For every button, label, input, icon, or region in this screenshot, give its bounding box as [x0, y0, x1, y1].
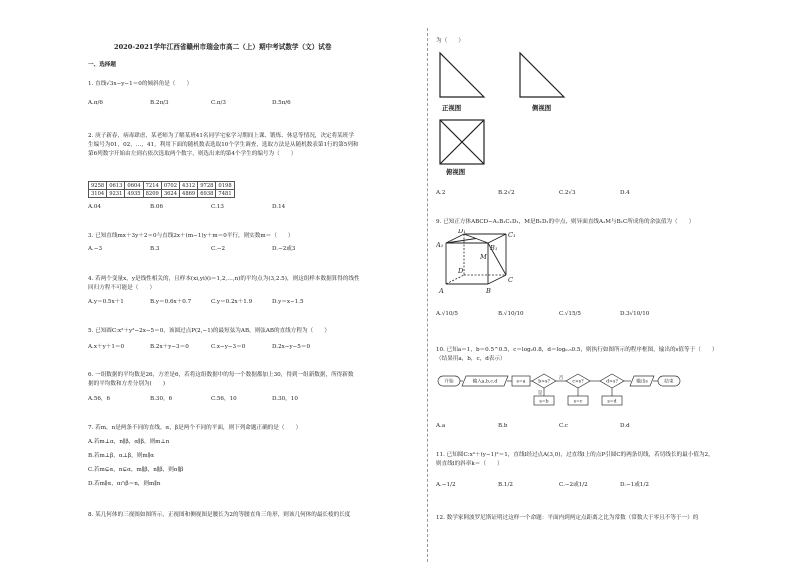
q6-option-c: C.56，10	[211, 396, 237, 402]
q3-option-b: B.3	[150, 246, 160, 252]
q11-option-b: B.1/2	[498, 482, 513, 488]
exam-title: 2020-2021学年江西省赣州市瑞金市高二（上）期中考试数学（文）试卷	[114, 43, 332, 51]
flow-end: 结束	[664, 379, 674, 385]
q11-option-d: D.−1或1/2	[620, 482, 649, 488]
q9-option-a: A.√10/5	[436, 311, 458, 317]
q4-option-b: B.y＝0.6x＋0.7	[150, 299, 192, 305]
q3-option-c: C.−2	[211, 246, 226, 252]
flow-decision-c: c>s?	[572, 379, 584, 385]
question-1: 1. 直线√3x−y−1＝0的倾斜角是（ ）	[88, 81, 193, 87]
top-view-label: 俯视图	[446, 168, 466, 175]
table-row	[89, 190, 235, 198]
table-cell: 0613	[107, 182, 125, 190]
flow-yes-1: 是	[537, 391, 543, 396]
side-view-label: 侧视图	[532, 104, 552, 112]
q9-option-c: C.√15/5	[559, 311, 581, 317]
side-view-triangle	[520, 53, 564, 97]
q5-option-c: C.x−y−3＝0	[211, 344, 246, 350]
question-6-line-1: 6. 一组数据的平均数是26，方差是6，若将这组数据中的每一个数据都加上30，得到一组新数据，所得新数	[88, 372, 354, 378]
question-12: 12. 数学家阿波罗尼斯证明过这样一个命题：平面内到两定点距离之比为常数（常数大于零且不等于一）的	[436, 515, 699, 521]
table-cell: 4869	[180, 190, 198, 198]
flow-no-1: 否	[558, 376, 564, 381]
flowchart	[436, 370, 696, 408]
q10-option-c: C.c	[559, 423, 568, 429]
right-column	[436, 0, 768, 562]
q10-option-b: B.b	[498, 423, 508, 429]
q9-option-d: D.3√10/10	[620, 311, 650, 317]
table-cell: 7214	[143, 182, 161, 190]
q6-option-b: B.30，6	[150, 396, 173, 402]
q3-option-a: A.−3	[88, 246, 103, 252]
random-number-table	[88, 181, 235, 198]
q1-option-a: A.π/6	[88, 100, 103, 106]
front-view-label: 正视图	[442, 104, 462, 112]
question-4-line-2: 回归方程不可能是（ ）	[88, 285, 156, 291]
table-cell: 3104	[89, 190, 107, 198]
table-cell: 0702	[161, 182, 179, 190]
q4-option-c: C.y＝0.2x＋1.9	[211, 299, 253, 305]
question-8-continued: 为（ ）	[436, 38, 464, 44]
table-cell: 6938	[198, 190, 216, 198]
q7-option-a: A.若m⊥α，n∥β，α∥β，则m⊥n	[88, 439, 170, 445]
flow-output: 输出s	[636, 379, 648, 385]
section-heading: 一、选择题	[88, 62, 116, 68]
left-column	[88, 0, 418, 562]
table-cell: 3624	[161, 190, 179, 198]
question-2-line-2: 生编号为01，02，…，41，利用下面的随机数表选取10个学生调查，选取方法是从随机数表第1行的第5列和	[88, 142, 359, 148]
flow-decision-d: d>s?	[606, 379, 618, 385]
vertex-label: A₁	[436, 241, 444, 249]
table-cell: 4312	[180, 182, 198, 190]
question-8: 8. 某几何体的三视图如图所示，正视图和侧视图是腰长为2的等腰直角三角形，则该几何体的最长棱的长度	[88, 512, 351, 518]
flow-input: 输入a,b,c,d	[472, 379, 498, 385]
question-9: 9. 已知正方体ABCD−A₁B₁C₁D₁，M是B₁D₁的中点，则异面直线A₁M与B₁C所成角的余弦值为（ ）	[436, 219, 695, 225]
table-cell: 9258	[89, 182, 107, 190]
q11-option-a: A.−1/2	[436, 482, 456, 488]
flow-assign-c: s=c	[573, 399, 583, 405]
q7-option-d: D.若m∥α，α∩β＝n，则m∥n	[88, 481, 161, 487]
question-10-line-2: （结果用a，b，c，d表示）	[436, 356, 506, 362]
flow-decision-b: b>s?	[538, 379, 550, 385]
question-11-line-2: 则直线l的斜率k＝（ ）	[436, 461, 503, 467]
vertex-label: C₁	[508, 231, 516, 239]
column-divider	[427, 28, 428, 562]
table-row	[89, 182, 235, 190]
question-2-line-3: 第6列数字开始由左到右依次选取两个数字，则选出来的第4个学生的编号为（ ）	[88, 151, 297, 157]
cube-figure	[436, 229, 546, 301]
vertex-label: M	[480, 253, 487, 261]
flow-start: 开始	[444, 379, 454, 385]
question-7: 7. 若m，n是两条不同的直线，α，β是两个不同的平面，则下列命题正确的是（ ）	[88, 425, 302, 431]
table-cell: 9728	[198, 182, 216, 190]
q8-option-d: D.4	[620, 190, 630, 196]
flow-assign-a: s=a	[516, 379, 526, 385]
table-cell: 9231	[107, 190, 125, 198]
question-2-line-1: 2. 庚子新春，病毒肆虐，某老师为了解某班41名同学宅家学习期间上课、锻炼、休息等情况，决定将某班学	[88, 133, 354, 139]
q9-option-b: B.√10/10	[498, 311, 524, 317]
question-6-line-2: 据的平均数和方差分别为( )	[88, 381, 166, 387]
question-11-line-1: 11. 已知圆C:x²＋(y−1)²＝1，直线l经过点A(3,0)，过直线l上的点P引圆C的两条切线，若切线长的最小值为2，	[436, 452, 714, 458]
front-view-triangle	[440, 53, 484, 97]
q10-option-a: A.a	[436, 423, 446, 429]
q8-option-b: B.2√2	[498, 190, 515, 196]
q8-option-c: C.2√3	[559, 190, 576, 196]
vertex-label: D₁	[458, 229, 466, 235]
vertex-label: B	[486, 287, 491, 295]
table-cell: 4935	[125, 190, 143, 198]
q6-option-a: A.56，6	[88, 396, 111, 402]
q11-option-c: C.−2或1/2	[559, 482, 588, 488]
q1-option-d: D.5π/6	[272, 100, 291, 106]
table-cell: 8209	[143, 190, 161, 198]
q5-option-b: B.2x＋y−3＝0	[150, 344, 189, 350]
question-3: 3. 已知直线mx＋3y＋2＝0与直线2x＋(m−1)y＋m＝0平行，则实数m＝（ ）	[88, 233, 294, 239]
q3-option-d: D.−2或3	[272, 246, 296, 252]
vertex-label: D	[458, 267, 464, 275]
question-4-line-1: 4. 若两个变量x，y是线性相关的，且样本(xi,yi)(i＝1,2,…,n)的平均点为(3,2.5)，则这组样本数据算得的线性	[88, 276, 360, 282]
three-view-figure	[436, 50, 606, 175]
q7-option-c: C.若m⊊α，n⊊α，m∥β，n∥β，则α∥β	[88, 467, 184, 473]
table-cell: 7481	[216, 190, 234, 198]
question-10-line-1: 10. 已知a＝1，b＝0.5^0.5，c＝log₂0.8，d＝log₀.₅0.5，则执行如图所示的程序框图，输出的s值等于（ ）	[436, 347, 718, 353]
q2-option-b: B.06	[150, 204, 164, 210]
q6-option-d: D.30，10	[272, 396, 298, 402]
q4-option-a: A.y＝0.5x＋1	[88, 299, 124, 305]
table-cell: 0604	[125, 182, 143, 190]
q2-option-d: D.14	[272, 204, 286, 210]
q1-option-c: C.π/3	[211, 100, 226, 106]
q7-option-b: B.若m⊥β，α⊥β，则m∥α	[88, 453, 154, 459]
q2-option-c: C.13	[211, 204, 224, 210]
table-cell: 0198	[216, 182, 234, 190]
q10-option-d: D.d	[620, 423, 630, 429]
flow-assign-b: s=b	[539, 399, 549, 405]
flow-assign-d: s=d	[607, 399, 617, 405]
vertex-label: C	[508, 276, 514, 284]
vertex-label: A	[439, 287, 444, 295]
question-5: 5. 已知圆C:x²＋y²−2x−5＝0，该圆过点P(2,−1)的最短弦为AB，则弦AB的直线方程为（ ）	[88, 328, 330, 334]
vertex-label: B₁	[490, 244, 498, 252]
q5-option-d: D.2x−y−5＝0	[272, 344, 311, 350]
q1-option-b: B.2π/3	[150, 100, 169, 106]
q2-option-a: A.04	[88, 204, 101, 210]
q8-option-a: A.2	[436, 190, 446, 196]
q5-option-a: A.x＋y＋1＝0	[88, 344, 125, 350]
q4-option-d: D.y＝x−1.5	[272, 299, 304, 305]
